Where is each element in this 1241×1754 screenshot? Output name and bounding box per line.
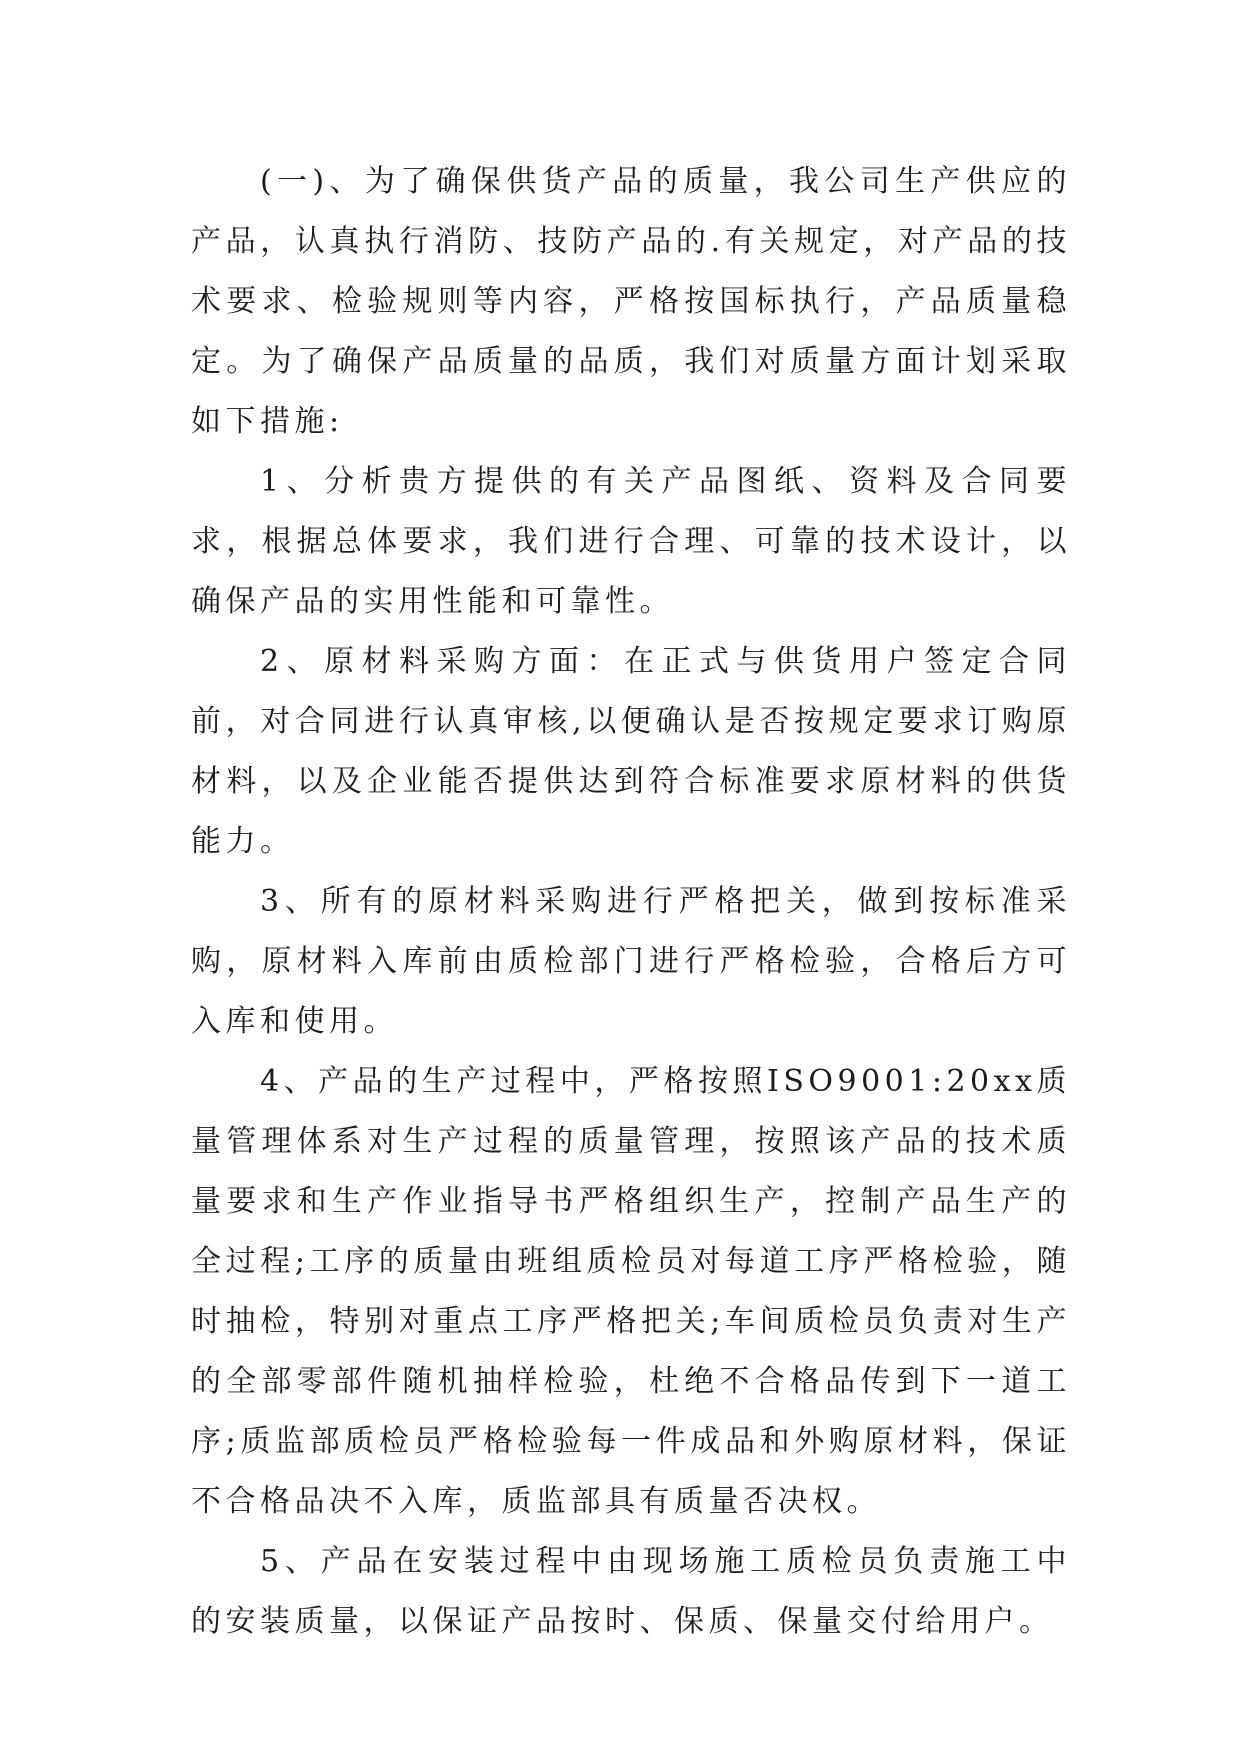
document-body <box>191 152 1071 1652</box>
paragraph-intro: (一)、为了确保供货产品的质量，我公司生产供应的产品，认真执行消防、技防产品的.有关规定，对产品的技术要求、检验规则等内容，严格按国标执行，产品质量稳定。为了确保产品质量的品质，我们对质量方面计划采取如下措施: <box>191 164 1071 439</box>
paragraph-item-3: 3、所有的原材料采购进行严格把关，做到按标准采购，原材料入库前由质检部门进行严格检验，合格后方可入库和使用。 <box>191 884 1071 1039</box>
paragraph-item-4: 4、产品的生产过程中，严格按照ISO9001:20xx质量管理体系对生产过程的质量管理，按照该产品的技术质量要求和生产作业指导书严格组织生产，控制产品生产的全过程;工序的质量由班组质检员对每道工序严格检验，随时抽检，特别对重点工序严格把关;车间质检员负责对生产的全部零部件随机抽样检验，杜绝不合格品传到下一道工序;质监部质检员严格检验每一件成品和外购原材料，保证不合格品决不入库，质监部具有质量否决权。 <box>191 1064 1071 1519</box>
paragraph-item-2: 2、原材料采购方面：在正式与供货用户签定合同前，对合同进行认真审核,以便确认是否按规定要求订购原材料，以及企业能否提供达到符合标准要求原材料的供货能力。 <box>191 644 1071 859</box>
paragraph-item-5: 5、产品在安装过程中由现场施工质检员负责施工中的安装质量，以保证产品按时、保质、保量交付给用户。 <box>191 1544 1071 1639</box>
paragraph-item-1: 1、分析贵方提供的有关产品图纸、资料及合同要求，根据总体要求，我们进行合理、可靠的技术设计，以确保产品的实用性能和可靠性。 <box>191 464 1071 619</box>
